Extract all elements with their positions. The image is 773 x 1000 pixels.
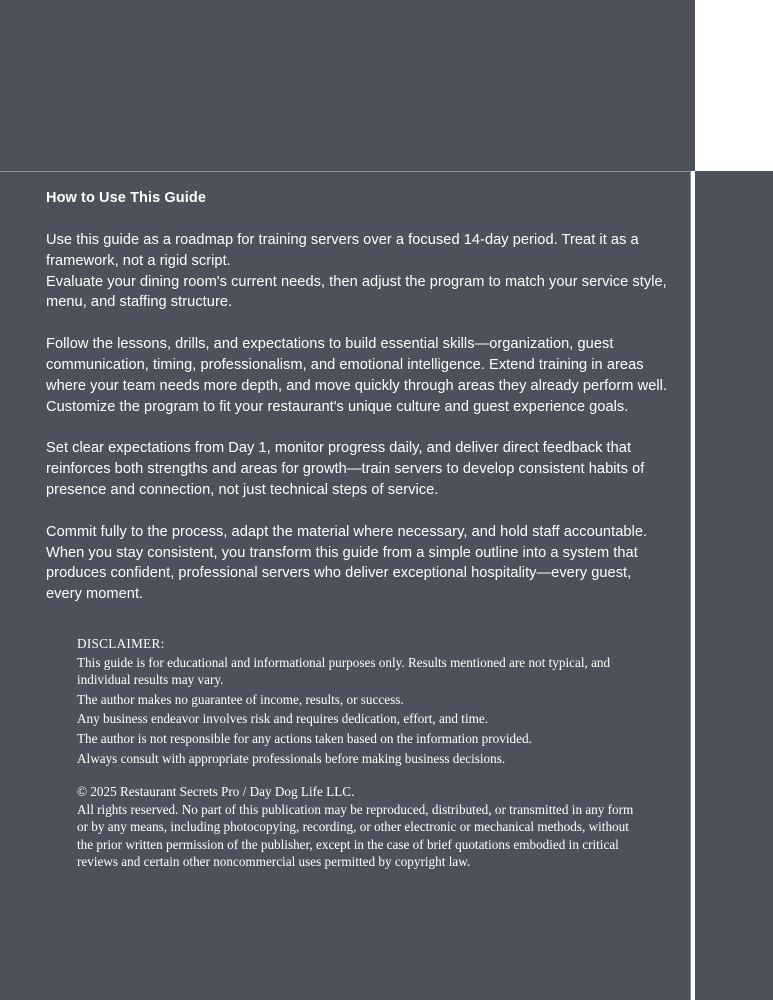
copyright-line: © 2025 Restaurant Secrets Pro / Day Dog Life LLC. [77,784,355,800]
disclaimer-line-5: Always consult with appropriate professionals before making business decisions. [77,750,506,766]
body-paragraph-4: Commit fully to the process, adapt the material where necessary, and hold staff accountable. When you stay consistent, you transform this guide from a simple outline into a system that produces confident, professional servers who deliver exceptional hospitality—every guest, every moment. [46,523,648,603]
disclaimer-title: DISCLAIMER: [77,635,165,651]
background-band-right [695,171,773,1000]
disclaimer-line-2: The author makes no guarantee of income, results, or success. [77,691,404,707]
document-panel [0,171,691,1000]
copyright-block [77,783,637,871]
disclaimer-block [77,635,637,871]
body-paragraph-1: Use this guide as a roadmap for training servers over a focused 14-day period. Treat it as a framework, not a rigid script. Evaluate your dining room's current needs, then adjust the program to match your service style, menu, and staffing structure. [46,232,667,311]
disclaimer-line-3: Any business endeavor involves risk and requires dedication, effort, and time. [77,711,489,727]
rights-reserved-text: All rights reserved. No part of this publication may be reproduced, distributed, or transmitted in any form or by any means, including photocopying, recording, or other electronic or mechanical methods, without the prior written permission of the publisher, except in the case of brief quotations embodied in critical reviews and certain other noncommercial uses permitted by copyright law. [77,801,634,870]
disclaimer-line-4: The author is not responsible for any actions taken based on the information provided. [77,730,532,746]
body-paragraph-2: Follow the lessons, drills, and expectations to build essential skills—organization, guest communication, timing, professionalism, and emotional intelligence. Extend training in areas where your team needs more depth, and move quickly through areas they already perform well. Customize the program to fit your restaurant's unique culture and guest experience goals. [46,336,668,415]
body-paragraph-3: Set clear expectations from Day 1, monitor progress daily, and deliver direct feedback that reinforces both strengths and areas for growth—train servers to develop consistent habits of presence and connection, not just technical steps of service. [46,440,645,498]
page-title: How to Use This Guide [46,190,206,206]
background-band-top [0,0,695,171]
disclaimer-line-1: This guide is for educational and informational purposes only. Results mentioned are not typical, and individual results may vary. [77,654,611,688]
document-content [46,190,670,871]
